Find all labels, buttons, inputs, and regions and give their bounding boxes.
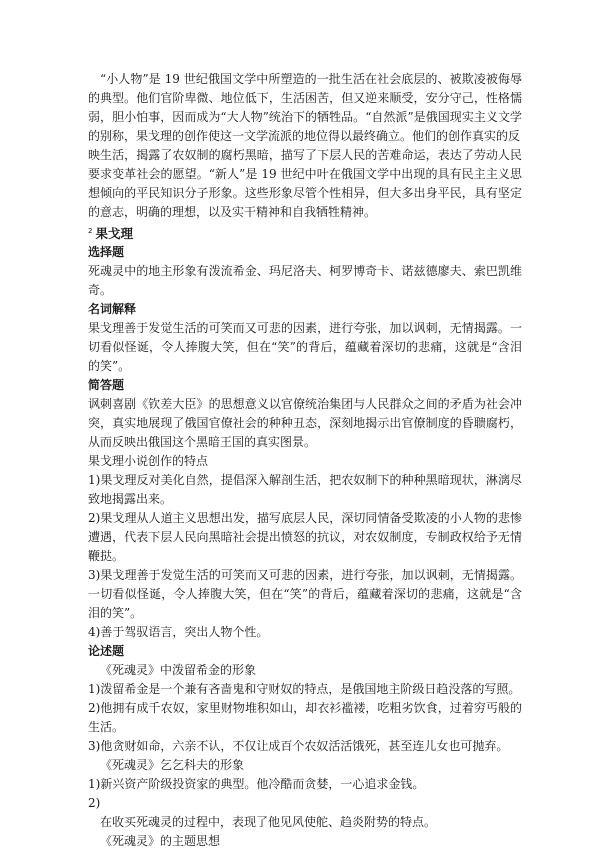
- section-number: 2: [88, 227, 93, 235]
- section-heading: [88, 222, 522, 243]
- list-item: 2)果戈理从人道主义思想出发，描写底层人民，深切同情备受欺凌的小人物的悲惨遭遇，代表下层人民向黑暗社会提出愤怒的抗议，对农奴制度，专制政权给予无情鞭挞。: [88, 511, 522, 564]
- term-text: 果戈理善于发觉生活的可笑而又可悲的因素，进行夸张，加以讽刺，无情揭露。一切看似怪诞，令人捧腹大笑，但在“笑”的背后，蕴藏着深切的悲痛，这就是“含泪的笑”。: [88, 321, 522, 374]
- list-item: 在收买死魂灵的过程中，表现了他见风使舵、趋炎附势的特点。: [100, 815, 437, 830]
- essay-subheading-chichikov: 《死魂灵》乞乞科夫的形象: [100, 758, 245, 773]
- list-item: 3)果戈理善于发觉生活的可笑而又可悲的因素，进行夸张，加以讽刺，无情揭露。一切看似怪诞，令人捧腹大笑，但在“笑”的背后，蕴藏着深切的悲痛，这就是“含泪的笑”。: [88, 568, 522, 621]
- list-item: 1)新兴资产阶级投资家的典型。他冷酷而贪婪，一心追求金钱。: [88, 777, 425, 792]
- short-answer-subheading: 果戈理小说创作的特点: [88, 454, 209, 469]
- short-answer-text: 讽刺喜剧《钦差大臣》的思想意义以官僚统治集团与人民群众之间的矛盾为社会冲突，真实地展现了俄国官僚社会的种种丑态，深刻地揭示出官僚制度的昏聩腐朽，从而反映出俄国这个黑暗王国的真实图景。: [88, 397, 522, 450]
- term-heading: 名词解释: [88, 302, 137, 317]
- list-item: 2): [88, 796, 101, 811]
- essay-heading: 论述题: [88, 644, 125, 659]
- section-title: 果戈理: [95, 226, 133, 242]
- list-item: 4)善于驾驭语言，突出人物个性。: [88, 625, 269, 640]
- choice-heading: 选择题: [88, 245, 125, 260]
- short-answer-heading: 简答题: [88, 378, 125, 393]
- list-item: 3)他贪财如命，六亲不认，不仅让成百个农奴活活饿死，甚至连儿女也可抛弃。: [88, 739, 509, 754]
- list-item: 1)果戈理反对美化自然，提倡深入解剖生活，把农奴制下的种种黑暗现状，淋漓尽致地揭露出来。: [88, 473, 522, 507]
- essay-subheading-plyushkin: 《死魂灵》中泼留希金的形象: [100, 663, 257, 678]
- choice-text: 死魂灵中的地主形象有泼流希金、玛尼洛夫、柯罗博奇卡、诺兹德廖夫、索巴凯维奇。: [88, 264, 522, 298]
- essay-subheading-theme: 《死魂灵》的主题思想: [100, 834, 221, 849]
- intro-paragraph-2: 映生活，揭露了农奴制的腐朽黑暗，描写了下层人民的苦难命运，表达了劳动人民要求变革社会的愿望。“新人”是 19 世纪中叶在俄国文学中出现的具有民主主义思想倾向的平民知识分子形象。这些形象尽管个性相异，但大多出身平民，具有坚定的意志，明确的理想，以及实干精神和自我牺牲精神。: [88, 148, 522, 219]
- list-item: 1)泼留希金是一个兼有吝啬鬼和守财奴的特点，是俄国地主阶级日趋没落的写照。: [88, 682, 521, 697]
- list-item: 2)他拥有成千农奴，家里财物堆积如山，却衣衫褴褛，吃粗劣饮食，过着穷丐般的生活。: [88, 701, 522, 735]
- intro-paragraph-1: “小人物”是 19 世纪俄国文学中所塑造的一批生活在社会底层的、被欺凌被侮辱的典型。他们官阶卑微、地位低下，生活困苦，但又逆来顺受，安分守己，性格懦弱，胆小怕事，因而成为“大人物”统治下的牺牲品。“自然派”是俄国现实主义文学的别称，果戈理的创作使这一文学流派的地位得以最终确立。他们的创作真实的反: [88, 72, 522, 143]
